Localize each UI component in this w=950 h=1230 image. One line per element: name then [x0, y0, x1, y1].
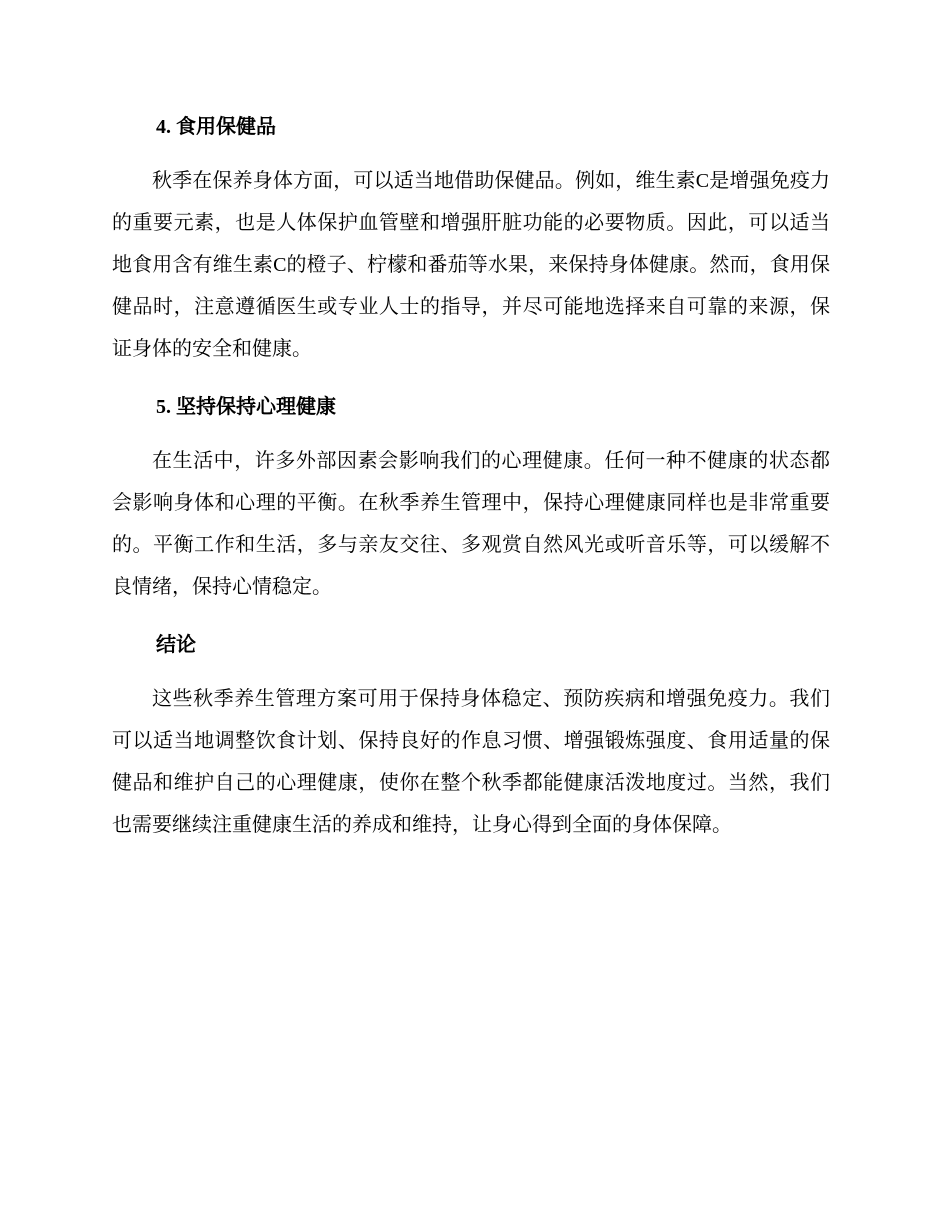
- document-body: [112, 108, 830, 846]
- section-heading-conclusion: 结论: [156, 634, 196, 656]
- section-paragraph-supplements: 秋季在保养身体方面，可以适当地借助保健品。例如，维生素C是增强免疫力的重要元素，也是人体保护血管壁和增强肝脏功能的必要物质。因此，可以适当地食用含有维生素C的橙子、柠檬和番茄等水果，来保持身体健康。然而，食用保健品时，注意遵循医生或专业人士的指导，并尽可能地选择来自可靠的来源，保证身体的安全和健康。: [112, 170, 830, 360]
- section-heading-supplements: 4. 食用保健品: [156, 116, 276, 138]
- section-paragraph-conclusion: 这些秋季养生管理方案可用于保持身体稳定、预防疾病和增强免疫力。我们可以适当地调整饮食计划、保持良好的作息习惯、增强锻炼强度、食用适量的保健品和维护自己的心理健康，使你在整个秋季都能健康活泼地度过。当然，我们也需要继续注重健康生活的养成和维持，让身心得到全面的身体保障。: [112, 688, 830, 836]
- section-heading-mental-health: 5. 坚持保持心理健康: [156, 396, 336, 418]
- section-paragraph-mental-health: 在生活中，许多外部因素会影响我们的心理健康。任何一种不健康的状态都会影响身体和心理的平衡。在秋季养生管理中，保持心理健康同样也是非常重要的。平衡工作和生活，多与亲友交往、多观赏自然风光或听音乐等，可以缓解不良情绪，保持心情稳定。: [112, 450, 830, 598]
